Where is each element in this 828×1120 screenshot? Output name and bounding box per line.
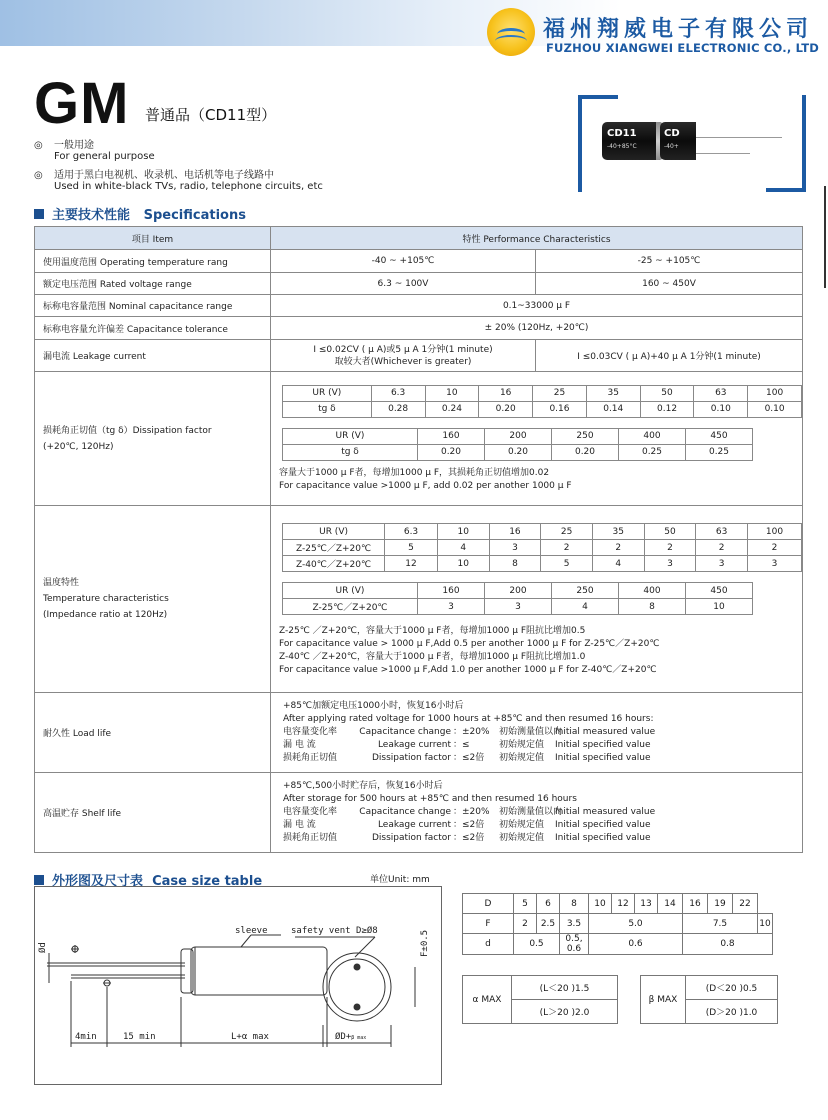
table-cell: 0.14 [586, 401, 640, 417]
table-cell: 200 [485, 583, 552, 599]
col-perf: 特性 Performance Characteristics [271, 227, 803, 250]
table-cell: 400 [619, 583, 686, 599]
impedance-table-high [282, 582, 753, 615]
dim-cell: 3.5 [560, 914, 589, 934]
row-label-cell: Z-40℃／Z+20℃ [283, 556, 385, 572]
table-cell: 0.10 [694, 401, 748, 417]
company-logo [487, 8, 535, 56]
phi-d-label: Ød [38, 942, 48, 953]
capacitor-image: CD -40+ [660, 122, 696, 160]
table-cell: 2 [644, 540, 696, 556]
table-cell: 4 [552, 599, 619, 615]
alpha-max-table: α MAX (L＜20 )1.5 (L＞20 )2.0 [462, 975, 618, 1024]
table-cell: 0.20 [479, 401, 533, 417]
bullet-general-en: For general purpose [54, 151, 155, 162]
table-row: 耐久性 Load life +85℃加额定电压1000小时，恢复16小时后 After applying rated voltage for 1000 hours at +85℃ and then resumed 16 hours: 电容量变化率 Capacitance change ：±20% 初始测量值以内Initial measured value 漏 电 流 Leakage current ：≤ 初始规定值 Initial specified value 损耗角正切值 Dissipation factor ：≤2倍 初始规定值 Initial specified value [35, 693, 803, 773]
table-row: 损耗角正切值（tg δ）Dissipation factor (+20℃, 120Hz) UR (V) 6.3 10 16 25 35 50 63 100 tg δ 0.28 0.24 0.20 0.16 0.14 0.12 0.10 0.10 UR (V) 160 200 250 400 450 tg δ 0.20 0.20 0.20 0.25 0.25 容量大于1000 μ F者，每增加1000 μ F，其损耗角正切值增加0.02 For capacitance value >1000 μ F, add 0.02 per another 1000 μ F [35, 372, 803, 506]
table-cell: 0.16 [533, 401, 587, 417]
life-criterion-row: 电容量变化率 Capacitance change ：±20% 初始测量值以内Initial measured value [283, 807, 656, 817]
table-cell: 63 [694, 385, 748, 401]
bullet-general-cn: ◎ 一般用途 [34, 140, 94, 151]
body-length-label: L+α max [231, 1032, 269, 1042]
table-cell: 6.3 [385, 524, 438, 540]
dim-cell: 2.5 [537, 914, 560, 934]
table-cell: 160 [418, 583, 485, 599]
table-cell: 4 [437, 540, 489, 556]
table-cell: 10 [425, 385, 479, 401]
table-cell: 3 [696, 556, 748, 572]
life-criterion-row: 损耗角正切值 Dissipation factor ：≤2倍 初始规定值 Initial specified value [283, 833, 651, 843]
row-label-cell: Z-25℃／Z+20℃ [283, 540, 385, 556]
row-label-cell: tg δ [283, 444, 418, 460]
dim-cell: 5.0 [589, 914, 683, 934]
f-label: F±0.5 [420, 929, 430, 957]
table-cell: 0.20 [485, 444, 552, 460]
dim-cell: 0.6 [589, 934, 683, 955]
table-cell: 16 [489, 524, 541, 540]
life-criterion-row: 漏 电 流 Leakage current ：≤ 初始规定值 Initial specified value [283, 740, 651, 750]
dim-cell: 0.5, 0.6 [560, 934, 589, 955]
table-cell: 400 [619, 428, 686, 444]
table-cell: 0.28 [371, 401, 425, 417]
dim-cell: 6 [537, 894, 560, 914]
case-section-title: 外形图及尺寸表 Case size table [34, 870, 262, 889]
table-cell: 2 [696, 540, 748, 556]
table-cell: 3 [747, 556, 801, 572]
edge-line [824, 186, 826, 288]
table-row: 使用温度范围 Operating temperature rang -40 ~ +105℃ -25 ~ +105℃ [35, 250, 803, 273]
df-table-high [282, 428, 753, 461]
table-cell: 100 [748, 385, 802, 401]
row-label-cell: Z-25℃／Z+20℃ [283, 599, 418, 615]
table-cell: 5 [385, 540, 438, 556]
table-cell: 2 [541, 540, 593, 556]
life-criterion-row: 损耗角正切值 Dissipation factor ：≤2倍 初始规定值 Initial specified value [283, 753, 651, 763]
table-cell: 12 [385, 556, 438, 572]
product-photo [578, 95, 806, 192]
dim-cell: 19 [708, 894, 733, 914]
table-cell: 16 [479, 385, 533, 401]
table-cell: 8 [619, 599, 686, 615]
dim-cell: 10 [589, 894, 612, 914]
row-label-cell: UR (V) [283, 428, 418, 444]
row-label-cell: UR (V) [283, 385, 372, 401]
table-cell: 0.10 [748, 401, 802, 417]
table-cell: 160 [418, 428, 485, 444]
company-name-cn: 福州翔威电子有限公司 [543, 16, 814, 42]
dim-cell: 0.5 [514, 934, 560, 955]
spec-section-title: 主要技术性能 Specifications [34, 204, 246, 223]
capacitor-image: CD11 -40+85°C [602, 122, 664, 160]
table-cell: 450 [686, 428, 753, 444]
table-cell: 0.24 [425, 401, 479, 417]
series-subtitle: 普通品（CD11型） [145, 106, 277, 124]
df-table-low [282, 385, 802, 418]
case-drawing [34, 886, 442, 1085]
table-cell: 450 [686, 583, 753, 599]
life-criterion-row: 漏 电 流 Leakage current ：≤2倍 初始规定值 Initial specified value [283, 820, 651, 830]
beta-max-table: β MAX (D＜20 )0.5 (D＞20 )1.0 [640, 975, 778, 1024]
impedance-notes: Z-25℃ ／Z+20℃，容量大于1000 μ F者，每增加1000 μ F阻抗比增加0.5 For capacitance value > 1000 μ F,Add 0.5 per another 1000 μ F for Z-25℃／Z+20℃ Z-40℃ ／Z+20℃，容量大于1000 μ F者，每增加1000 μ F阻抗比增加1.0 For capacitance value >1000 μ F,Add 1.0 per another 1000 μ F for Z-40℃／Z+20℃ [279, 626, 660, 675]
table-cell: 0.20 [418, 444, 485, 460]
table-cell: 0.20 [552, 444, 619, 460]
table-cell: 0.25 [619, 444, 686, 460]
lead-length-label: 15 min [123, 1032, 156, 1042]
dim-cell: 10 [758, 914, 773, 934]
outline-drawing [35, 887, 441, 1084]
dim-cell: 5 [514, 894, 537, 914]
dim-cell: 14 [658, 894, 683, 914]
lead-min-label: 4min [75, 1032, 97, 1042]
row-label-cell: tg δ [283, 401, 372, 417]
dim-cell: 2 [514, 914, 537, 934]
bullet-mark: ◎ [34, 170, 43, 181]
table-cell: 200 [485, 428, 552, 444]
table-cell: 8 [489, 556, 541, 572]
table-cell: 25 [541, 524, 593, 540]
table-cell: 35 [586, 385, 640, 401]
table-cell: 4 [592, 556, 644, 572]
table-row: 温度特性 Temperature characteristics (Impedance ratio at 120Hz) UR (V) 6.3 10 16 25 35 50 63 100 Z-25℃／Z+20℃ 5 4 3 2 2 2 2 2 Z-40℃／Z+20℃ 12 10 8 5 4 3 3 3 UR (V) 160 200 250 400 450 Z-25℃／Z+20℃ 3 3 4 8 10 Z-25℃ ／Z+20℃，容量大于1000 μ F者，每增加1000 μ F阻抗比增加0.5 For capacitance value > 1000 μ F,Add 0.5 per another 1000 μ F for Z-25℃／Z+20℃ Z-40℃ ／Z+20℃，容量大于1000 μ F者，每增加1000 μ F阻抗比增加1.0 For capacitance value >1000 μ F,Add 1.0 per another 1000 μ F for Z-40℃／Z+20℃ [35, 506, 803, 693]
diameter-label: ØD+β max [335, 1032, 367, 1042]
dim-cell: 8 [560, 894, 589, 914]
dim-cell: 7.5 [683, 914, 758, 934]
life-criterion-row: 电容量变化率 Capacitance change ：±20% 初始测量值以内Initial measured value [283, 727, 656, 737]
dim-label-cell: F [463, 914, 514, 934]
table-cell: 25 [533, 385, 587, 401]
table-cell: 50 [640, 385, 694, 401]
table-cell: 10 [437, 524, 489, 540]
dim-label-cell: d [463, 934, 514, 955]
dim-cell: 13 [635, 894, 658, 914]
table-cell: 10 [437, 556, 489, 572]
table-cell: 10 [686, 599, 753, 615]
table-row: 高温贮存 Shelf life +85℃,500小时贮存后，恢复16小时后 After storage for 500 hours at +85℃ and then resumed 16 hours 电容量变化率 Capacitance change ：±20% 初始测量值以内Initial measured value 漏 电 流 Leakage current ：≤2倍 初始规定值 Initial specified value 损耗角正切值 Dissipation factor ：≤2倍 初始规定值 Initial specified value [35, 773, 803, 853]
impedance-table-low [282, 523, 802, 572]
bullet-usage-cn: ◎ 适用于黑白电视机、收录机、电话机等电子线路中 [34, 170, 274, 181]
table-cell: 2 [592, 540, 644, 556]
table-cell: 250 [552, 583, 619, 599]
unit-label: 单位Unit: mm [370, 875, 430, 885]
dim-cell: 16 [683, 894, 708, 914]
bullet-mark: ◎ [34, 140, 43, 151]
table-row: 额定电压范围 Rated voltage range 6.3 ~ 100V 160 ~ 450V [35, 273, 803, 295]
bullet-usage-en: Used in white-black TVs, radio, telephone circuits, etc [54, 181, 323, 192]
vent-label: safety vent D≥Ø8 [291, 926, 378, 936]
table-row: 标称电容量范围 Nominal capacitance range 0.1~33000 μ F [35, 295, 803, 317]
table-row: 漏电流 Leakage current I ≤0.02CV ( μ A)或5 μ A 1分钟(1 minute) 取较大者(Whichever is greater) I ≤0.03CV ( μ A)+40 μ A 1分钟(1 minute) [35, 340, 803, 372]
table-cell: 50 [644, 524, 696, 540]
table-cell: 35 [592, 524, 644, 540]
company-name-en: FUZHOU XIANGWEI ELECTRONIC CO., LTD [546, 41, 820, 55]
table-cell: 2 [747, 540, 801, 556]
col-item: 项目 Item [35, 227, 271, 250]
spec-table [34, 226, 803, 853]
series-title: GM [34, 71, 130, 136]
dim-cell: 0.8 [683, 934, 773, 955]
table-cell: 5 [541, 556, 593, 572]
dim-label-cell: D [463, 894, 514, 914]
row-label-cell: UR (V) [283, 524, 385, 540]
table-cell: 3 [644, 556, 696, 572]
table-row: 标称电容量允许偏差 Capacitance tolerance ± 20% (120Hz, +20℃) [35, 317, 803, 340]
table-cell: 6.3 [371, 385, 425, 401]
sleeve-label: sleeve [235, 926, 268, 936]
table-cell: 250 [552, 428, 619, 444]
row-label-cell: UR (V) [283, 583, 418, 599]
table-cell: 0.12 [640, 401, 694, 417]
dimension-table [462, 893, 773, 955]
table-cell: 0.25 [686, 444, 753, 460]
table-cell: 3 [489, 540, 541, 556]
table-cell: 3 [485, 599, 552, 615]
dim-cell: 12 [612, 894, 635, 914]
table-cell: 3 [418, 599, 485, 615]
dim-cell: 22 [733, 894, 758, 914]
table-cell: 100 [747, 524, 801, 540]
table-cell: 63 [696, 524, 748, 540]
